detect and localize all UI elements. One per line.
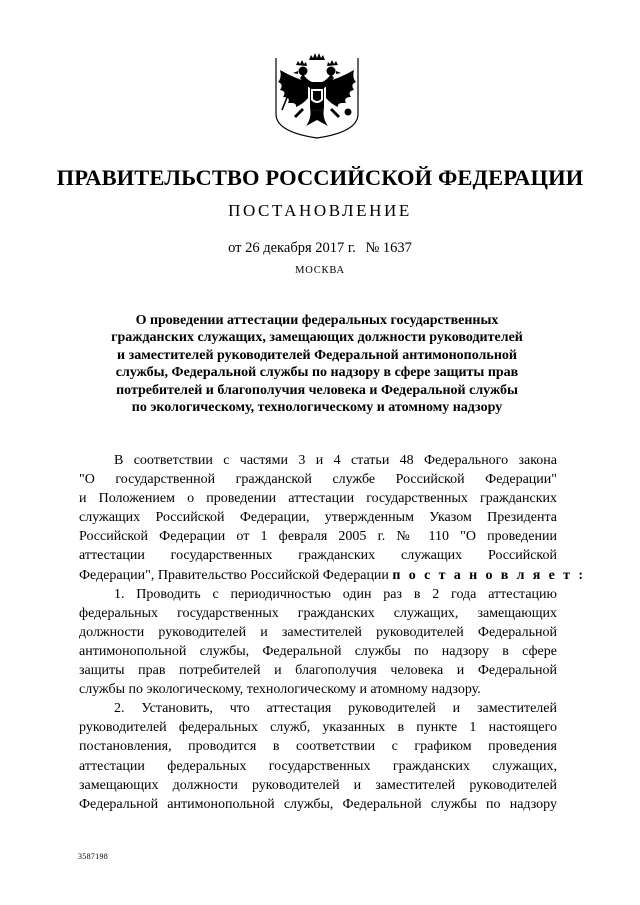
body-line: должности руководителей и заместителей руководителей Федеральной (79, 624, 557, 640)
body-line: антимонопольной службы, Федеральной службы по надзору в сфере (79, 643, 557, 659)
document-city: МОСКВА (295, 265, 345, 276)
document-date: от 26 декабря 2017 г. (228, 240, 356, 256)
government-title: ПРАВИТЕЛЬСТВО РОССИЙСКОЙ ФЕДЕРАЦИИ (56, 165, 584, 190)
body-line: замещающих должности руководителей и заместителей руководителей (79, 777, 557, 793)
body-line-text: Федерации", Правительство Российской Федерации (79, 567, 389, 583)
body-line: руководителей федеральных служб, указанных в пункте 1 настоящего (79, 720, 557, 736)
document-date-number (0, 240, 640, 257)
body-line: федеральных государственных гражданских служащих, замещающих (79, 605, 557, 621)
body-line: и Положением о проведении аттестации государственных гражданских (79, 491, 557, 507)
decree-word: п о с т а н о в л я е т : (392, 567, 586, 583)
coat-of-arms-icon (272, 52, 362, 140)
body-line-decree (79, 566, 586, 585)
body-line: Федеральной антимонопольной службы, Федеральной службы по надзору (79, 796, 557, 812)
subject-line: гражданских служащих, замещающих должности руководителей (111, 330, 523, 346)
body-line: служащих Российской Федерации, утвержденным Указом Президента (79, 510, 557, 526)
body-line: 1. Проводить с периодичностью один раз в 2 года аттестацию (114, 586, 557, 602)
document-subject (80, 312, 554, 416)
body-line: аттестации федеральных государственных гражданских служащих, (79, 758, 557, 774)
document-number: 1637 (382, 240, 412, 256)
body-line: службы по экологическому, технологическому и атомному надзору. (79, 682, 481, 698)
subject-line: по экологическому, технологическому и атомному надзору (131, 400, 503, 416)
body-line: В соответствии с частями 3 и 4 статьи 48 Федерального закона (114, 453, 557, 468)
subject-line: О проведении аттестации федеральных государственных (135, 313, 499, 328)
body-line: "О государственной гражданской службе Российской Федерации" (79, 472, 557, 488)
number-sign: № (365, 240, 380, 256)
body-line: Российской Федерации от 1 февраля 2005 г. № 110 "О проведении (79, 529, 557, 545)
document-code: 3587198 (78, 852, 109, 861)
subject-line: службы, Федеральной службы по надзору в сфере защиты прав (115, 365, 519, 381)
document-body (79, 451, 586, 814)
subject-line: потребителей и благополучия человека и Федеральной службы (116, 382, 518, 398)
body-line: 2. Установить, что аттестация руководителей и заместителей (114, 701, 557, 717)
body-line: постановления, проводится в соответствии с графиком проведения (79, 739, 557, 755)
subject-line: и заместителей руководителей Федеральной антимонопольной (117, 347, 517, 363)
body-line: защиты прав потребителей и благополучия человека и Федеральной (79, 663, 557, 679)
document-type: ПОСТАНОВЛЕНИЕ (228, 201, 412, 220)
body-line: аттестации государственных гражданских служащих Российской (79, 548, 557, 564)
